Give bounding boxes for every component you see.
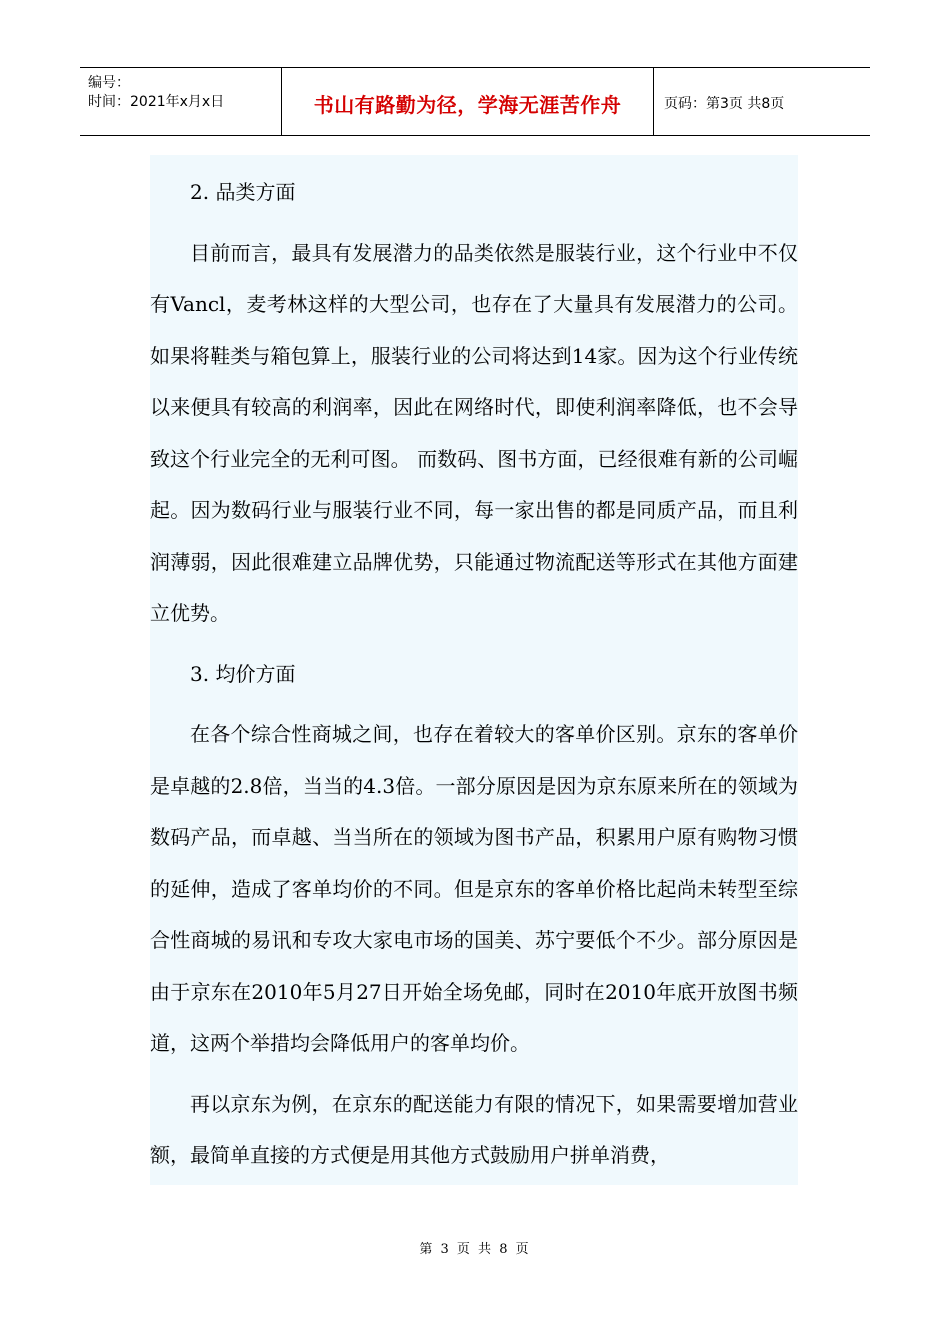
section-heading-price: 3. 均价方面 [190,661,296,686]
paragraph-price: 在各个综合性商城之间，也存在着较大的客单价区别。京东的客单价是卓越的2.8倍，当当的4.3倍。一部分原因是因为京东原来所在的领域为数码产品，而卓越、当当所在的领域为图书产品，积累用户原有购物习惯的延伸，造成了客单均价的不同。但是京东的客单价格比起尚未转型至综合性商城的易讯和专攻大家电市场的国美、苏宁要低个不少。部分原因是由于京东在2010年5月27日开始全场免邮，同时在2010年底开放图书频道，这两个举措均会降低用户的客单均价。 [150,722,798,1055]
header-page-number: 页码：第3页 共8页 [664,96,785,112]
page-header [80,67,870,136]
page-footer: 第 3 页 共 8 页 [419,1242,531,1257]
document-body [150,155,798,1185]
section-heading-category: 2. 品类方面 [190,180,296,204]
paragraph-category: 目前而言，最具有发展潜力的品类依然是服装行业，这个行业中不仅有Vancl，麦考林这样的大型公司，也存在了大量具有发展潜力的公司。如果将鞋类与箱包算上，服装行业的公司将达到14家。因为这个行业传统以来便具有较高的利润率，因此在网络时代，即使利润率降低，也不会导致这个行业完全的无利可图。 而数码、图书方面，已经很难有新的公司崛起。因为数码行业与服装行业不同，每一家出售的都是同质产品，而且利润薄弱，因此很难建立品牌优势，只能通过物流配送等形式在其他方面建立优势。 [150,240,798,625]
document-date-label: 时间：2021年x月x日 [88,94,225,110]
document-number-label: 编号： [88,75,130,91]
header-motto: 书山有路勤为径，学海无涯苦作舟 [282,68,654,135]
header-meta [80,68,282,135]
paragraph-jd-example: 再以京东为例，在京东的配送能力有限的情况下，如果需要增加营业额，最简单直接的方式便是用其他方式鼓励用户拼单消费， [150,1091,798,1167]
